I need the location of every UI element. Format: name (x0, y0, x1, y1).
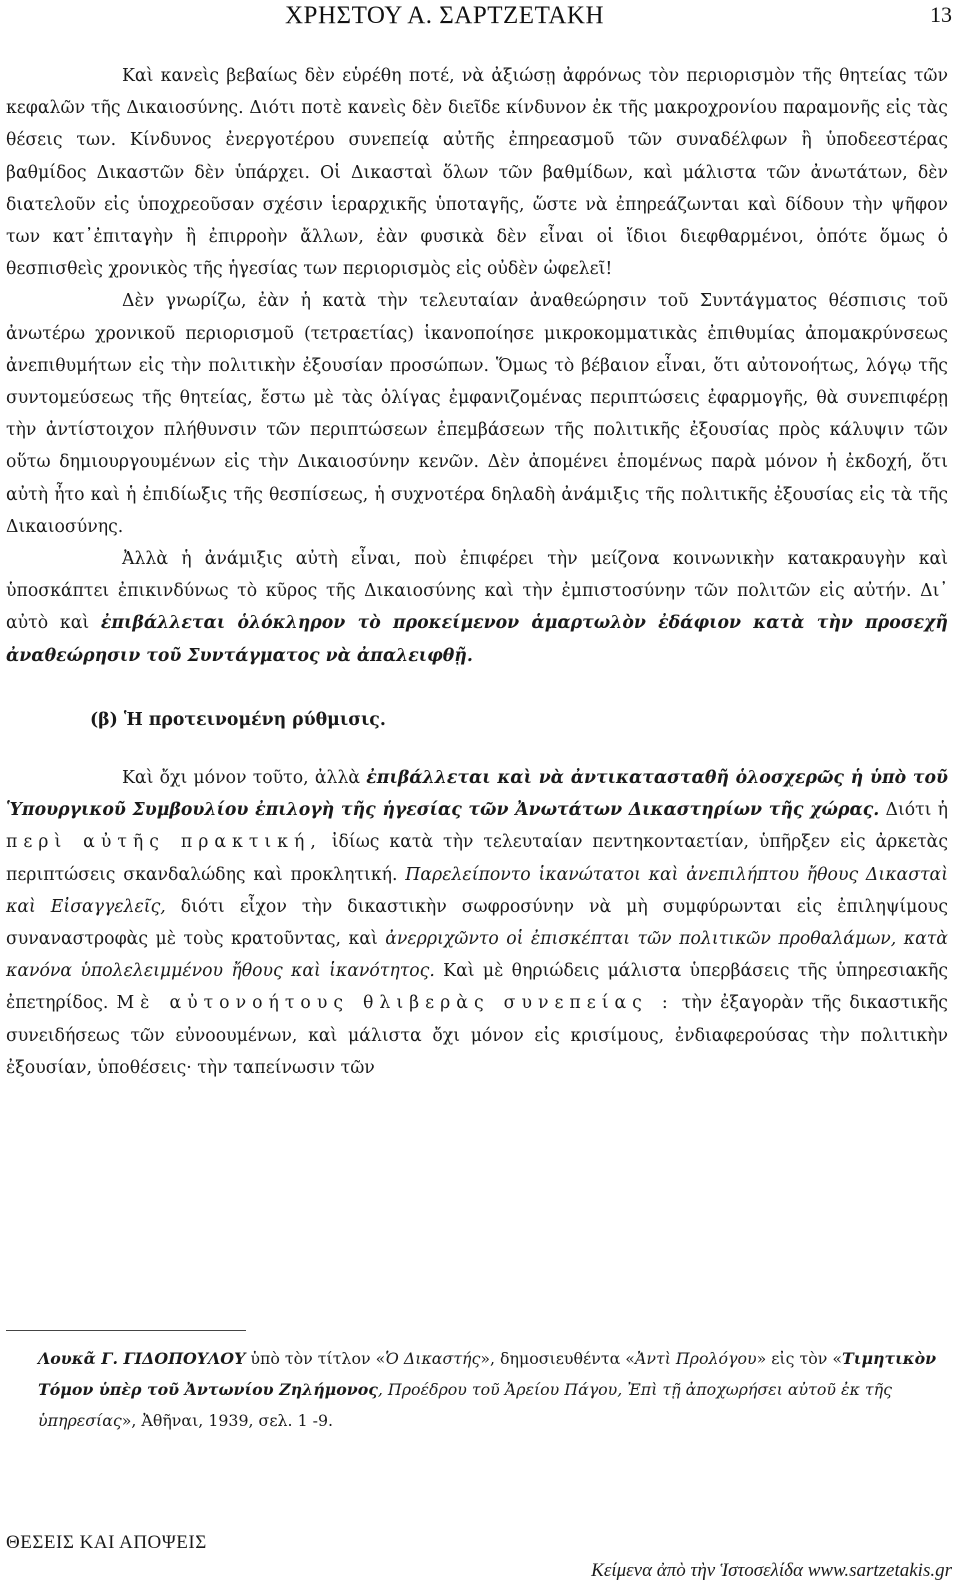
footnote-text-2: », δημοσιευθέντα « (480, 1349, 635, 1368)
footer-source (591, 1560, 952, 1582)
footnote-title-1: Ὁ Δικαστής (385, 1349, 481, 1368)
footnote-text-5: », Ἀθῆναι, 1939, σελ. 1 -9. (121, 1411, 334, 1430)
paragraph-4-c: Διότι ἡ (879, 800, 948, 821)
paragraph-4-g: διότι εἶχον τὴν δικαστικὴν σωφροσύνην νὰ μὴ συμφύρωνται εἰς ἐπιληψίμους συναναστροφὰς μὲ τοὺς κρατοῦντας, καὶ (6, 896, 948, 950)
paragraph-4-spaced: περὶ αὐτῆς πρακτική, (6, 832, 322, 853)
footnote-author: Λουκᾶ Γ. ΓΙΔΟΠΟΥΛΟΥ (38, 1349, 246, 1368)
body-text (6, 60, 948, 1084)
footer-section-title: ΘΕΣΕΙΣ ΚΑΙ ΑΠΟΨΕΙΣ (6, 1532, 207, 1553)
paragraph-4-italic-1: Παρελείποντο ἱκανώτατοι καὶ ἀνεπιλήπτου ἤθους Δικασταὶ καὶ Εἰσαγγελεῖς, (6, 864, 948, 917)
paragraph-1: Καὶ κανεὶς βεβαίως δὲν εὑρέθη ποτέ, νὰ ἀξιώσῃ ἀφρόνως τὸν περιορισμὸν τῆς θητείας τῶν κεφαλῶν τῆς Δικαιοσύνης. Διότι ποτὲ κανεὶς δὲν διεῖδε κίνδυνον ἐκ τῆς μακροχρονίου παραμονῆς εἰς τὰς θέσεις των. Κίνδυνος ἐνεργοτέρου συνεπείᾳ αὐτῆς ἐπηρεασμοῦ τῶν συναδέλφων ἢ ὑποδεεστέρας βαθμίδος Δικαστῶν δὲν ὑπάρχει. Οἱ Δικασταὶ ὅλων τῶν βαθμίδων, καὶ μάλιστα τῶν ἀνωτάτων, δὲν διατελοῦν εἰς ὑποχρεοῦσαν σχέσιν ἱεραρχικῆς ὑποταγῆς, ὥστε νὰ ἐπηρεάζωνται καὶ δίδουν τὴν ψῆφον των κατ᾽ἐπιταγὴν ἢ ἐπιρροὴν ἄλλων, ἐὰν φυσικὰ δὲν εἶναι οἱ ἴδιοι διεφθαρμένοι, ὁπότε ὅμως ὁ θεσπισθεὶς χρονικὸς τῆς ἡγεσίας των περιορισμὸς εἰς οὐδὲν ὠφελεῖ! (6, 66, 948, 280)
footnote-text-3: » εἰς τὸν « (756, 1349, 843, 1368)
paragraph-4-italic-2: ἀνερριχῶντο οἱ ἐπισκέπται τῶν πολιτικῶν προθαλάμων, κατὰ κανόνα ὑπολελειμμένου ἤθους καὶ ἱκανότητος. (6, 929, 948, 982)
paragraph-4-k: τὴν ἐξαγορὰν τῆς δικαστικῆς συνειδήσεως τῶν εὐνοουμένων, καὶ μάλιστα ὄχι μόνον εἰς κρισίμους, ἐνδιαφερούσας τὴν πολιτικὴν ἐξουσίαν, ὑποθέσεις· τὴν ταπείνωσιν τῶν (6, 993, 948, 1078)
page-number: 13 (930, 2, 952, 27)
paragraph-3 (6, 543, 948, 672)
paragraph-4-spaced-2: Μὲ αὐτονοήτους θλιβερὰς συνεπείας : (116, 993, 674, 1014)
page-header-author: ΧΡΗΣΤΟΥ Α. ΣΑΡΤΖΕΤΑΚΗ (285, 2, 604, 29)
paragraph-4 (6, 762, 948, 1084)
footnote-title-2: Ἀντὶ Προλόγου (634, 1349, 757, 1368)
footer-source-text: Κείμενα ἀπὸ τὴν Ἱστοσελίδα www.sartzetakis.gr (591, 1560, 952, 1581)
paragraph-2: Δὲν γνωρίζω, ἐὰν ἡ κατὰ τὴν τελευταίαν ἀναθεώρησιν τοῦ Συντάγματος θέσπισις τοῦ ἀνωτέρω χρονικοῦ περιορισμοῦ (τετραετίας) ἱκανοποίησε μικροκομματικὰς ἐπιθυμίας ἀπομακρύνσεως ἀνεπιθυμήτων εἰς τὴν πολιτικὴν ἐξουσίαν προσώπων. Ὅμως τὸ βέβαιον εἶναι, ὅτι αὐτονοήτως, λόγῳ τῆς συντομεύσεως τῆς θητείας, ἔστω μὲ τὰς ὀλίγας ἐμφανιζομένας περιπτώσεις ἐφαρμογῆς, θὰ συνεπιφέρῃ τὴν ἀντίστοιχον πλήθυνσιν τῶν περιπτώσεων ἐπεμβάσεων τῆς πολιτικῆς ἐξουσίας πρὸς κάλυψιν τῶν οὕτω δημιουργουμένων εἰς τὴν Δικαιοσύνην κενῶν. Δὲν ἀπομένει ἑπομένως παρὰ μόνον ἡ ἐκδοχή, ὅτι αὐτὴ ἦτο καὶ ἡ ἐπιδίωξις τῆς θεσπίσεως, ἡ συχνοτέρα δηλαδὴ ἀνάμιξις τῆς πολιτικῆς ἐξουσίας εἰς τὰ τῆς Δικαιοσύνης. (6, 291, 948, 537)
footnote-text-1: ὑπὸ τὸν τίτλον « (245, 1349, 386, 1368)
section-heading: (β) Ἡ προτεινομένη ρύθμισις. (90, 709, 386, 730)
footnote-book: Τιμητικὸν Τόμον ὑπὲρ τοῦ Ἀντωνίου Ζηλήμονος (38, 1349, 937, 1399)
paragraph-3-text: Ἀλλὰ ἡ ἀνάμιξις αὐτὴ εἶναι, ποὺ ἐπιφέρει τὴν μείζονα κοινωνικὴν κατακραυγὴν καὶ ὑποσκάπτει ἐπικινδύνως τὸ κῦρος τῆς Δικαιοσύνης καὶ τὴν ἐμπιστοσύνην τῶν πολιτῶν εἰς αὐτήν. Δι᾽ αὐτὸ καὶ (6, 549, 948, 634)
footnote-divider (6, 1330, 246, 1331)
paragraph-4-i: Καὶ μὲ θηριώδεις μάλιστα ὑπερβάσεις τῆς ὑπηρεσιακῆς ἐπετηρίδος. (6, 961, 948, 1014)
paragraph-3-emphasis: ἐπιβάλλεται ὁλόκληρον τὸ προκείμενον ἁμαρτωλὸν ἐδάφιον κατὰ τὴν προσεχῆ ἀναθεώρησιν τοῦ Συντάγματος νὰ ἀπαλειφθῇ. (6, 613, 949, 666)
paragraph-4-emphasis: ἐπιβάλλεται καὶ νὰ ἀντικατασταθῆ ὁλοσχερῶς ἡ ὑπὸ τοῦ Ὑπουργικοῦ Συμβουλίου ἐπιλογὴ τῆς ἡγεσίας τῶν Ἀνωτάτων Δικαστηρίων τῆς χώρας. (6, 768, 948, 821)
paragraph-4-e: ἰδίως κατὰ τὴν τελευταίαν πεντηκονταετίαν, ὑπῆρξεν εἰς ἀρκετὰς περιπτώσεις σκανδαλώδης καὶ προκλητική. (6, 832, 948, 885)
footnote (38, 1343, 948, 1436)
paragraph-4-a: Καὶ ὄχι μόνον τοῦτο, ἀλλὰ (122, 768, 367, 789)
footnote-text-4: , Προέδρου τοῦ Ἀρείου Πάγου, Ἐπὶ τῇ ἀποχωρήσει αὐτοῦ ἐκ τῆς ὑπηρεσίας (38, 1380, 892, 1430)
